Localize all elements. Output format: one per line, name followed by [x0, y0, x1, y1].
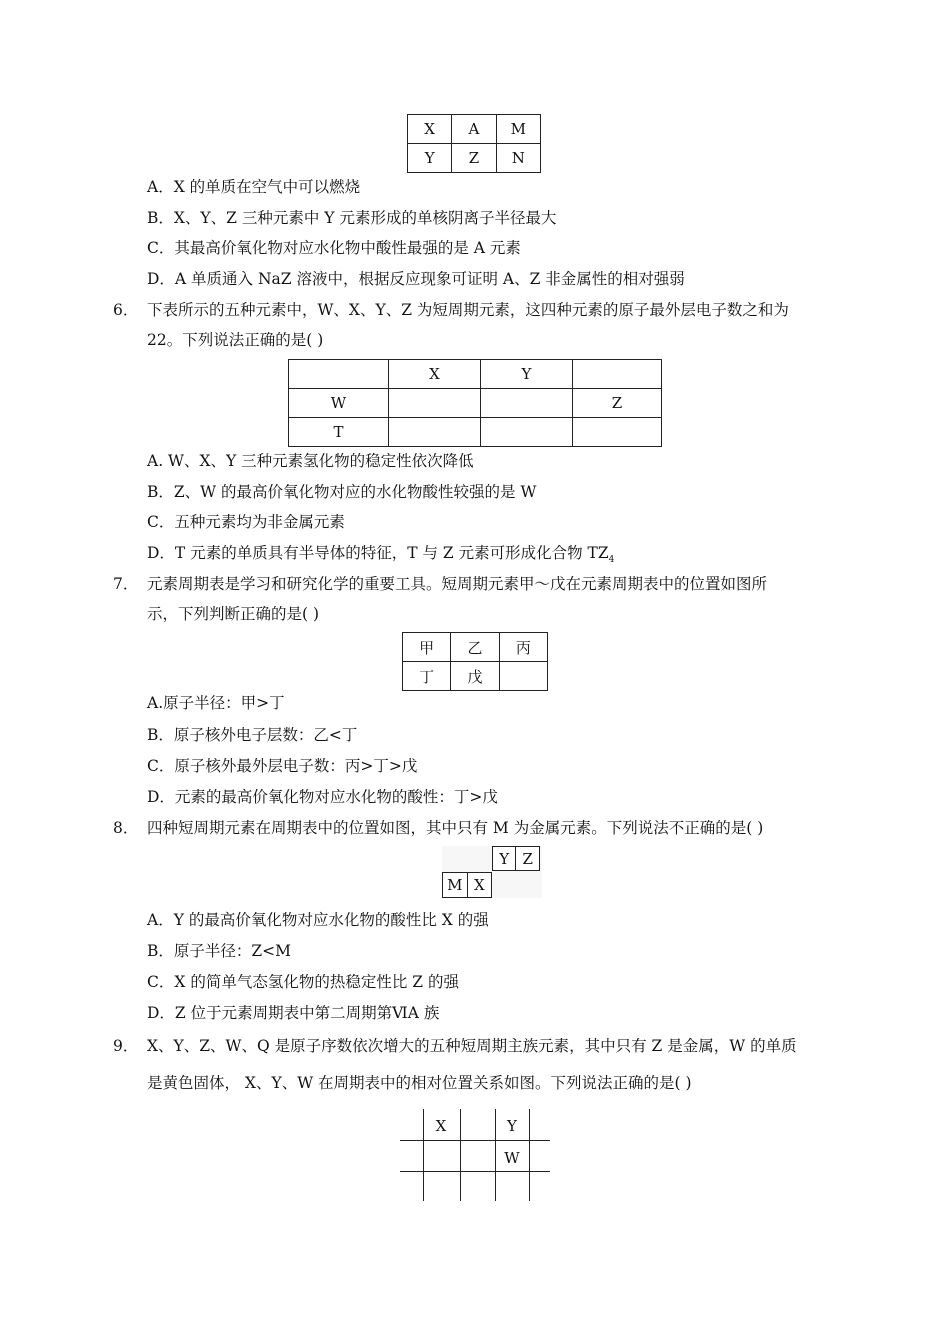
q6-option-d-text: D．T 元素的单质具有半导体的特征，T 与 Z 元素可形成化合物 TZ — [147, 544, 609, 562]
q8-option-c: C．X 的简单气态氢化物的热稳定性比 Z 的强 — [147, 973, 459, 991]
q5-option-a: A．X 的单质在空气中可以燃烧 — [147, 178, 361, 196]
q5-cell: Y — [408, 144, 452, 173]
q6-cell — [389, 389, 481, 418]
q6-cell: Z — [573, 389, 662, 418]
q7-cell: 甲 — [403, 633, 451, 662]
q8-cell-z: Z — [516, 847, 540, 871]
q8-bottom-row — [442, 872, 492, 898]
q7-table — [402, 632, 548, 691]
q6-cell: T — [289, 418, 389, 447]
q8-option-b: B．原子半径：Z<M — [147, 942, 292, 960]
q8-cell-x: X — [467, 873, 491, 898]
q9-cell-x: X — [435, 1117, 447, 1135]
q8-cell-m: M — [443, 873, 468, 898]
q9-cell-y: Y — [507, 1117, 517, 1135]
q5-option-d: D．A 单质通入 NaZ 溶液中，根据反应现象可证明 A、Z 非金属性的相对强弱 — [147, 270, 685, 288]
q8-option-d: D．Z 位于元素周期表中第二周期第ⅥA 族 — [147, 1004, 440, 1022]
q7-option-d: D．元素的最高价氧化物对应水化物的酸性：丁>戊 — [147, 788, 498, 806]
q7-cell: 乙 — [451, 633, 499, 662]
q6-cell — [389, 418, 481, 447]
q7-cell — [499, 662, 547, 691]
q6-cell: Y — [481, 360, 573, 389]
q7-stem-line2: 示，下列判断正确的是( ) — [147, 605, 320, 623]
q6-option-d — [147, 543, 614, 570]
q9-stem-line2: 是黄色固体， X、Y、W 在周期表中的相对位置关系如图。下列说法正确的是( ) — [147, 1074, 692, 1092]
q6-cell — [481, 418, 573, 447]
q7-option-b: B．原子核外电子层数：乙<丁 — [147, 726, 358, 744]
q5-cell: Z — [452, 144, 496, 173]
q7-option-a: A.原子半径：甲>丁 — [147, 694, 285, 712]
q6-option-b: B．Z、W 的最高价氧化物对应的水化物酸性较强的是 W — [147, 483, 537, 501]
q5-cell: M — [496, 115, 540, 144]
q5-cell: N — [496, 144, 540, 173]
q9-number: 9． — [113, 1037, 139, 1055]
q8-number: 8． — [113, 819, 139, 837]
q6-option-d-subscript: 4 — [608, 555, 615, 566]
q6-table — [288, 359, 662, 447]
q6-stem-line2: 22。下列说法正确的是( ) — [147, 331, 324, 349]
q7-number: 7． — [113, 575, 139, 593]
q6-cell — [481, 389, 573, 418]
q8-cell-y: Y — [493, 847, 516, 871]
q6-cell — [573, 360, 662, 389]
q6-option-c: C．五种元素均为非金属元素 — [147, 513, 345, 531]
q6-cell: X — [389, 360, 481, 389]
q9-grid-line — [423, 1109, 424, 1201]
q9-grid-line — [460, 1109, 461, 1201]
q6-cell — [573, 418, 662, 447]
q8-diagram — [442, 846, 542, 898]
q7-cell: 丙 — [499, 633, 547, 662]
q9-grid-line — [495, 1109, 496, 1201]
q8-stem: 四种短周期元素在周期表中的位置如图，其中只有 M 为金属元素。下列说法不正确的是( ) — [147, 819, 764, 837]
q5-table — [407, 114, 541, 173]
q9-stem-line1: X、Y、Z、W、Q 是原子序数依次增大的五种短周期主族元素，其中只有 Z 是金属，W 的单质 — [147, 1037, 797, 1055]
q5-cell: X — [408, 115, 452, 144]
q5-option-b: B．X、Y、Z 三种元素中 Y 元素形成的单核阴离子半径最大 — [147, 209, 557, 227]
q6-stem-line1: 下表所示的五种元素中，W、X、Y、Z 为短周期元素，这四种元素的原子最外层电子数之和为 — [147, 301, 789, 319]
q8-top-row — [492, 846, 540, 871]
q6-cell — [289, 360, 389, 389]
q8-option-a: A．Y 的最高价氧化物对应水化物的酸性比 X 的强 — [147, 911, 489, 929]
q5-cell: A — [452, 115, 496, 144]
q7-cell: 戊 — [451, 662, 499, 691]
q9-grid-line — [529, 1109, 530, 1201]
q9-diagram — [400, 1109, 552, 1201]
q9-cell-w: W — [504, 1149, 520, 1167]
q5-option-c: C．其最高价氧化物对应水化物中酸性最强的是 A 元素 — [147, 239, 521, 257]
q6-number: 6． — [113, 301, 139, 319]
q7-cell: 丁 — [403, 662, 451, 691]
q6-cell: W — [289, 389, 389, 418]
q7-option-c: C．原子核外最外层电子数：丙>丁>戊 — [147, 757, 418, 775]
q6-option-a: A. W、X、Y 三种元素氢化物的稳定性依次降低 — [147, 452, 474, 470]
q7-stem-line1: 元素周期表是学习和研究化学的重要工具。短周期元素甲～戊在元素周期表中的位置如图所 — [147, 575, 768, 593]
